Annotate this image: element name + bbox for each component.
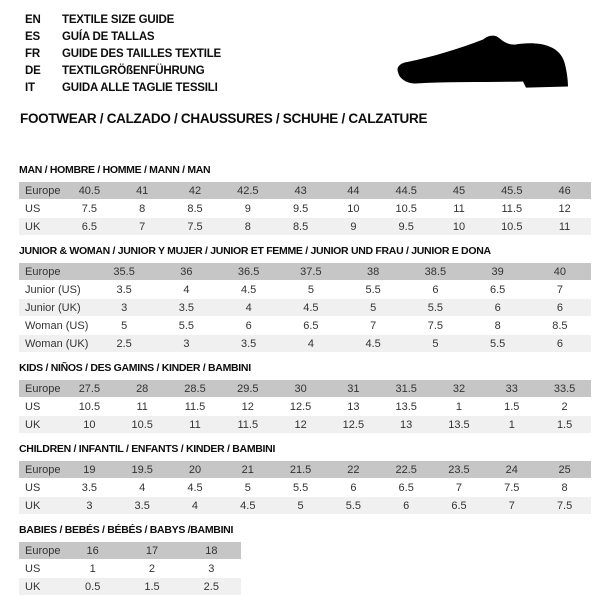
size-cell: 38 (342, 263, 404, 280)
language-code: DE (25, 65, 41, 77)
row-label: UK (19, 497, 63, 514)
size-cell: 40 (529, 263, 591, 280)
size-cell: 0.5 (63, 578, 122, 595)
row-label: Europe (19, 263, 93, 280)
size-cell: 5 (221, 479, 274, 496)
size-cell: 10.5 (63, 398, 116, 415)
size-table (19, 262, 591, 353)
size-cell: 5 (404, 335, 466, 352)
category-title: FOOTWEAR / CALZADO / CHAUSSURES / SCHUHE / CALZATURE (20, 111, 428, 126)
size-cell: 11.5 (169, 398, 222, 415)
size-cell: 6 (467, 299, 529, 316)
size-cell: 7 (116, 218, 169, 235)
table-header-row (19, 542, 241, 559)
row-label: UK (19, 416, 63, 433)
size-cell: 4.5 (342, 335, 404, 352)
table-header-row (19, 263, 591, 280)
row-label: Europe (19, 182, 63, 199)
size-cell: 43 (274, 182, 327, 199)
size-cell: 2 (538, 398, 591, 415)
size-cell: 11.5 (221, 416, 274, 433)
size-cell: 8 (538, 479, 591, 496)
row-label: Europe (19, 542, 63, 559)
size-cell: 1 (485, 416, 538, 433)
size-cell: 31 (327, 380, 380, 397)
size-cell: 19.5 (116, 461, 169, 478)
table-row (19, 479, 591, 496)
size-cell: 3 (63, 497, 116, 514)
size-cell: 13.5 (380, 398, 433, 415)
size-cell: 4 (218, 299, 280, 316)
size-cell: 4.5 (221, 497, 274, 514)
size-cell: 5.5 (274, 479, 327, 496)
size-cell: 39 (467, 263, 529, 280)
size-cell: 8 (116, 200, 169, 217)
size-cell: 4.5 (280, 299, 342, 316)
size-cell: 12 (538, 200, 591, 217)
size-cell: 10 (433, 218, 486, 235)
table-row (19, 497, 591, 514)
size-cell: 10 (63, 416, 116, 433)
size-cell: 1.5 (122, 578, 181, 595)
size-cell: 8 (467, 317, 529, 334)
language-label: TEXTILE SIZE GUIDE (62, 14, 175, 26)
size-table-section (19, 362, 591, 434)
size-cell: 38.5 (404, 263, 466, 280)
size-table-section (19, 524, 591, 596)
size-cell: 7.5 (538, 497, 591, 514)
size-cell: 7 (485, 497, 538, 514)
size-cell: 6 (529, 299, 591, 316)
size-cell: 7.5 (404, 317, 466, 334)
size-cell: 12.5 (274, 398, 327, 415)
row-label: Junior (UK) (19, 299, 93, 316)
size-cell: 4 (116, 479, 169, 496)
size-cell: 6 (380, 497, 433, 514)
size-cell: 46 (538, 182, 591, 199)
size-cell: 5 (342, 299, 404, 316)
size-cell: 9 (221, 200, 274, 217)
size-cell: 17 (122, 542, 181, 559)
language-label: TEXTILGRÖßENFÜHRUNG (62, 65, 205, 77)
table-header-row (19, 461, 591, 478)
size-cell: 6.5 (63, 218, 116, 235)
size-cell: 18 (182, 542, 241, 559)
table-row (19, 578, 241, 595)
size-cell: 5.5 (404, 299, 466, 316)
row-label: Europe (19, 380, 63, 397)
size-cell: 30 (274, 380, 327, 397)
size-cell: 8 (221, 218, 274, 235)
size-cell: 22.5 (380, 461, 433, 478)
table-row (19, 560, 241, 577)
size-table-section (19, 164, 591, 236)
size-cell: 3 (182, 560, 241, 577)
size-cell: 4 (155, 281, 217, 298)
size-cell: 6 (218, 317, 280, 334)
size-cell: 5 (280, 281, 342, 298)
size-cell: 7.5 (485, 479, 538, 496)
size-cell: 42 (169, 182, 222, 199)
size-cell: 37.5 (280, 263, 342, 280)
row-label: US (19, 200, 63, 217)
table-title: CHILDREN / INFANTIL / ENFANTS / KINDER / BAMBINI (19, 443, 276, 455)
size-cell: 31.5 (380, 380, 433, 397)
size-cell: 5.5 (467, 335, 529, 352)
size-cell: 21 (221, 461, 274, 478)
size-cell: 1.5 (538, 416, 591, 433)
size-cell: 25 (538, 461, 591, 478)
size-cell: 3.5 (218, 335, 280, 352)
size-cell: 5 (93, 317, 155, 334)
language-code: FR (25, 48, 40, 60)
size-cell: 3 (93, 299, 155, 316)
table-row (19, 218, 591, 235)
size-cell: 10.5 (380, 200, 433, 217)
table-row (19, 200, 591, 217)
size-cell: 36 (155, 263, 217, 280)
size-cell: 29.5 (221, 380, 274, 397)
size-cell: 41 (116, 182, 169, 199)
size-cell: 5.5 (342, 281, 404, 298)
language-code: EN (25, 14, 41, 26)
size-cell: 9.5 (274, 200, 327, 217)
size-cell: 10 (327, 200, 380, 217)
size-cell: 6.5 (280, 317, 342, 334)
language-code: IT (25, 82, 35, 94)
row-label: Europe (19, 461, 63, 478)
row-label: Woman (US) (19, 317, 93, 334)
size-cell: 12.5 (327, 416, 380, 433)
size-cell: 16 (63, 542, 122, 559)
size-cell: 13.5 (433, 416, 486, 433)
size-cell: 6.5 (467, 281, 529, 298)
size-cell: 40.5 (63, 182, 116, 199)
table-row (19, 299, 591, 316)
size-cell: 8.5 (169, 200, 222, 217)
table-title: MAN / HOMBRE / HOMME / MANN / MAN (19, 164, 211, 176)
size-cell: 22 (327, 461, 380, 478)
size-cell: 8.5 (529, 317, 591, 334)
size-cell: 11 (116, 398, 169, 415)
row-label: Woman (UK) (19, 335, 93, 352)
size-cell: 28 (116, 380, 169, 397)
size-cell: 24 (485, 461, 538, 478)
size-cell: 7 (529, 281, 591, 298)
size-table-section (19, 245, 591, 353)
size-cell: 11.5 (485, 200, 538, 217)
row-label: US (19, 479, 63, 496)
size-cell: 4 (280, 335, 342, 352)
size-cell: 12 (274, 416, 327, 433)
row-label: UK (19, 578, 63, 595)
size-cell: 7.5 (169, 218, 222, 235)
size-cell: 9 (327, 218, 380, 235)
table-title: JUNIOR & WOMAN / JUNIOR Y MUJER / JUNIOR ET FEMME / JUNIOR UND FRAU / JUNIOR E DONA (19, 245, 491, 257)
size-cell: 1 (433, 398, 486, 415)
size-cell: 44.5 (380, 182, 433, 199)
table-row (19, 398, 591, 415)
row-label: UK (19, 218, 63, 235)
size-cell: 28.5 (169, 380, 222, 397)
size-cell: 11 (169, 416, 222, 433)
size-cell: 42.5 (221, 182, 274, 199)
size-cell: 12 (221, 398, 274, 415)
language-row (25, 12, 600, 29)
size-cell: 2 (122, 560, 181, 577)
size-cell: 5.5 (155, 317, 217, 334)
shoe-icon (393, 33, 569, 91)
size-cell: 6.5 (433, 497, 486, 514)
size-cell: 11 (433, 200, 486, 217)
size-cell: 13 (327, 398, 380, 415)
size-cell: 6 (327, 479, 380, 496)
table-header-row (19, 380, 591, 397)
size-cell: 5.5 (327, 497, 380, 514)
size-cell: 7 (433, 479, 486, 496)
size-cell: 10.5 (116, 416, 169, 433)
table-title: BABIES / BEBÉS / BÉBÉS / BABYS /BAMBINI (19, 524, 234, 536)
size-cell: 5 (274, 497, 327, 514)
size-table-section (19, 443, 591, 515)
row-label: US (19, 398, 63, 415)
size-cell: 7 (342, 317, 404, 334)
row-label: Junior (US) (19, 281, 93, 298)
size-cell: 13 (380, 416, 433, 433)
size-cell: 33.5 (538, 380, 591, 397)
size-cell: 7.5 (63, 200, 116, 217)
size-cell: 3 (155, 335, 217, 352)
size-cell: 11 (538, 218, 591, 235)
size-cell: 3.5 (155, 299, 217, 316)
size-cell: 20 (169, 461, 222, 478)
size-cell: 23.5 (433, 461, 486, 478)
size-cell: 33 (485, 380, 538, 397)
table-row (19, 416, 591, 433)
size-cell: 44 (327, 182, 380, 199)
size-cell: 2.5 (182, 578, 241, 595)
table-row (19, 317, 591, 334)
size-cell: 9.5 (380, 218, 433, 235)
size-cell: 21.5 (274, 461, 327, 478)
size-cell: 4 (169, 497, 222, 514)
size-cell: 45 (433, 182, 486, 199)
language-label: GUIDE DES TAILLES TEXTILE (62, 48, 221, 60)
size-cell: 10.5 (485, 218, 538, 235)
size-cell: 36.5 (218, 263, 280, 280)
size-table (19, 181, 591, 236)
size-cell: 6 (529, 335, 591, 352)
size-cell: 3.5 (93, 281, 155, 298)
size-cell: 1 (63, 560, 122, 577)
language-label: GUIDA ALLE TAGLIE TESSILI (62, 82, 218, 94)
size-cell: 8.5 (274, 218, 327, 235)
table-row (19, 281, 591, 298)
size-cell: 6.5 (380, 479, 433, 496)
table-title: KIDS / NIÑOS / DES GAMINS / KINDER / BAMBINI (19, 362, 251, 374)
table-header-row (19, 182, 591, 199)
size-cell: 3.5 (116, 497, 169, 514)
size-cell: 3.5 (63, 479, 116, 496)
row-label: US (19, 560, 63, 577)
size-cell: 32 (433, 380, 486, 397)
language-code: ES (25, 31, 40, 43)
size-cell: 35.5 (93, 263, 155, 280)
language-label: GUÍA DE TALLAS (62, 31, 155, 43)
size-table (19, 460, 591, 515)
size-cell: 4.5 (169, 479, 222, 496)
size-cell: 4.5 (218, 281, 280, 298)
table-row (19, 335, 591, 352)
size-cell: 19 (63, 461, 116, 478)
size-cell: 1.5 (485, 398, 538, 415)
size-cell: 6 (404, 281, 466, 298)
size-table (19, 541, 241, 596)
size-cell: 45.5 (485, 182, 538, 199)
size-cell: 27.5 (63, 380, 116, 397)
size-cell: 2.5 (93, 335, 155, 352)
size-table (19, 379, 591, 434)
size-tables (19, 164, 591, 596)
